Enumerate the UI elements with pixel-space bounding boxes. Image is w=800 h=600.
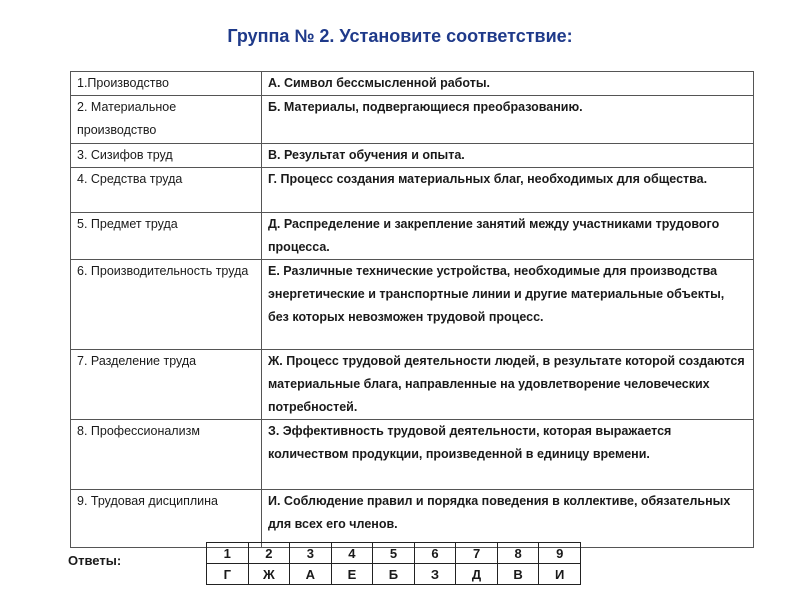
definition-cell: Д. Распределение и закрепление занятий между участниками трудового процесса. [262, 213, 754, 260]
definition-cell: Е. Различные технические устройства, необходимые для производства энергетические и транспортные линии и другие материальные объекты, без которых невозможен трудовой процесс. [262, 260, 754, 350]
answer-number: 8 [497, 543, 539, 564]
term-cell: 2. Материальное производство [71, 96, 262, 144]
definition-cell: З. Эффективность трудовой деятельности, которая выражается количеством продукции, произведенной в единицу времени. [262, 420, 754, 490]
term-cell: 8. Профессионализм [71, 420, 262, 490]
answers-numbers-row [207, 543, 581, 564]
table-row [71, 96, 754, 144]
answer-number: 6 [414, 543, 456, 564]
term-cell: 7. Разделение труда [71, 350, 262, 420]
definition-cell: И. Соблюдение правил и порядка поведения в коллективе, обязательных для всех его членов. [262, 490, 754, 548]
answer-letter: Б [373, 564, 415, 585]
definition-cell: Б. Материалы, подвергающиеся преобразованию. [262, 96, 754, 144]
answers-table [206, 542, 581, 585]
answer-letter: И [539, 564, 581, 585]
answer-number: 9 [539, 543, 581, 564]
page-title: Группа № 2. Установите соответствие: [227, 26, 573, 46]
table-row [71, 168, 754, 213]
term-cell: 5. Предмет труда [71, 213, 262, 260]
answer-letter: А [290, 564, 332, 585]
table-row [71, 350, 754, 420]
answer-number: 4 [331, 543, 373, 564]
table-row [71, 213, 754, 260]
term-cell: 1.Производство [71, 72, 262, 96]
definition-cell: Ж. Процесс трудовой деятельности людей, в результате которой создаются материальные блага, направленные на удовлетворение человеческих потребностей. [262, 350, 754, 420]
answer-number: 3 [290, 543, 332, 564]
table-row [71, 72, 754, 96]
table-row [71, 144, 754, 168]
answers-label: Ответы: [68, 553, 122, 568]
definition-cell: Г. Процесс создания материальных благ, необходимых для общества. [262, 168, 754, 213]
term-cell: 6. Производительность труда [71, 260, 262, 350]
term-cell: 4. Средства труда [71, 168, 262, 213]
matching-table [70, 71, 754, 548]
term-cell: 9. Трудовая дисциплина [71, 490, 262, 548]
answer-letter: З [414, 564, 456, 585]
answer-number: 7 [456, 543, 498, 564]
table-row [71, 260, 754, 350]
answer-number: 2 [248, 543, 290, 564]
table-row [71, 420, 754, 490]
answer-letter: Г [207, 564, 249, 585]
answer-letter: Е [331, 564, 373, 585]
answer-number: 5 [373, 543, 415, 564]
answers-letters-row [207, 564, 581, 585]
table-row [71, 490, 754, 548]
answer-number: 1 [207, 543, 249, 564]
answer-letter: Д [456, 564, 498, 585]
term-cell: 3. Сизифов труд [71, 144, 262, 168]
answer-letter: В [497, 564, 539, 585]
definition-cell: А. Символ бессмысленной работы. [262, 72, 754, 96]
definition-cell: В. Результат обучения и опыта. [262, 144, 754, 168]
answer-letter: Ж [248, 564, 290, 585]
